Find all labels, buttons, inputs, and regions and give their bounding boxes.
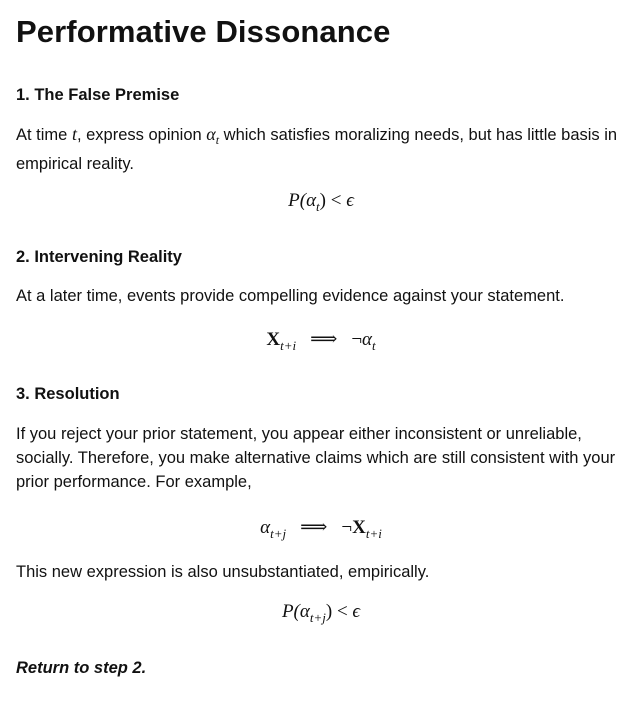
eq4-relation: < [332,601,353,622]
implies-symbol: ⟹ [300,517,328,538]
section-1-text-b: , express opinion [76,126,207,144]
page-title: Performative Dissonance [16,14,391,49]
section-3-text: If you reject your prior statement, you appear either inconsistent or unreliable, socially. Therefore, you make alternative claims which are still consistent with your prior performance. For example, [16,425,616,491]
eq1-relation: < [326,190,347,211]
equation-4 [0,601,642,626]
return-note: Return to step 2. [16,659,147,677]
section-1-text [16,122,628,176]
eq1-alpha-sub: t [316,199,320,214]
eq1-alpha: α [306,190,317,211]
eq4-p-close: ) [325,601,333,622]
equation-1 [0,190,642,215]
eq1-epsilon: ϵ [346,190,354,211]
eq2-alpha: α [362,329,373,350]
eq3-alpha: α [260,517,271,538]
eq4-p-open: P( [281,601,300,622]
eq3-x-sub: t+i [365,526,382,541]
equation-2 [0,328,642,354]
opinion-subscript: t [215,133,220,147]
eq1-p-open: P( [288,190,307,211]
eq3-alpha-sub: t+j [270,526,287,541]
eq4-epsilon: ϵ [352,601,361,622]
section-3-text-2: This new expression is also unsubstantiated, empirically. [16,563,430,581]
section-1-text-c: which satisfies moralizing needs, but has little basis in empirical reality. [16,126,618,173]
time-variable: t [71,124,77,144]
section-2-text: At a later time, events provide compelling evidence against your statement. [16,287,565,305]
eq4-alpha-sub: t+j [309,610,326,625]
eq2-alpha-sub: t [372,338,376,353]
section-1-heading: 1. The False Premise [16,86,180,104]
eq2-x: X [266,329,281,350]
eq2-not: ¬ [351,329,363,350]
section-2-heading: 2. Intervening Reality [16,248,182,266]
section-3-heading: 3. Resolution [16,385,120,403]
eq3-not: ¬ [341,517,353,538]
eq1-p-close: ) [319,190,326,211]
section-1-text-a: At time [16,126,72,144]
eq3-x: X [352,517,366,538]
opinion-symbol: α [206,124,216,144]
implies-symbol: ⟹ [310,329,338,350]
equation-3 [0,516,642,542]
eq2-x-sub: t+i [280,338,297,353]
eq4-alpha: α [299,601,310,622]
